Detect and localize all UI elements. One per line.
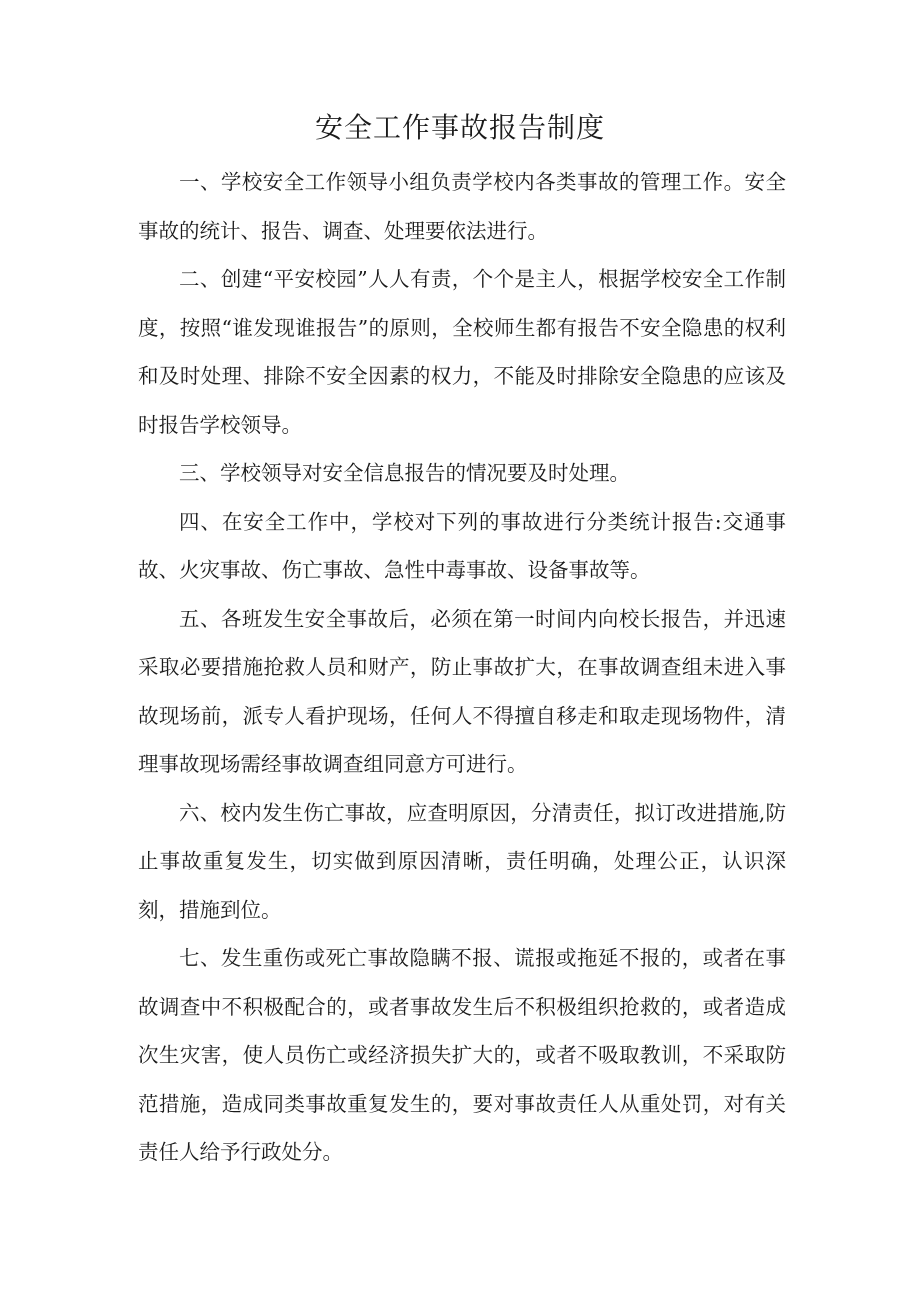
paragraph-2: 二、创建“平安校园”人人有责，个个是主人，根据学校安全工作制度，按照“谁发现谁报告”的原则，全校师生都有报告不安全隐患的权利和及时处理、排除不安全因素的权力，不能及时排除安全隐患的应该及时报告学校领导。 [138, 267, 786, 437]
document-body [138, 158, 786, 1177]
paragraph-5: 五、各班发生安全事故后，必须在第一时间内向校长报告，并迅速采取必要措施抢救人员和财产，防止事故扩大，在事故调查组未进入事故现场前，派专人看护现场，任何人不得擅自移走和取走现场物件，清理事故现场需经事故调查组同意方可进行。 [138, 606, 786, 776]
paragraph-6: 六、校内发生伤亡事故，应查明原因，分清责任，拟订改进措施,防止事故重复发生，切实做到原因清晰，责任明确，处理公正，认识深刻，措施到位。 [138, 800, 786, 922]
paragraph-3: 三、学校领导对安全信息报告的情况要及时处理。 [179, 461, 630, 485]
document-title: 安全工作事故报告制度 [314, 111, 605, 144]
paragraph-1: 一、学校安全工作领导小组负责学校内各类事故的管理工作。安全事故的统计、报告、调查、处理要依法进行。 [138, 170, 786, 243]
paragraph-7: 七、发生重伤或死亡事故隐瞒不报、谎报或拖延不报的，或者在事故调查中不积极配合的，或者事故发生后不积极组织抢救的，或者造成次生灾害，使人员伤亡或经济损失扩大的，或者不吸取教训，不采取防范措施，造成同类事故重复发生的，要对事故责任人从重处罚，对有关责任人给予行政处分。 [138, 946, 786, 1164]
paragraph-4: 四、在安全工作中，学校对下列的事故进行分类统计报告:交通事故、火灾事故、伤亡事故、急性中毒事故、设备事故等。 [138, 509, 786, 582]
